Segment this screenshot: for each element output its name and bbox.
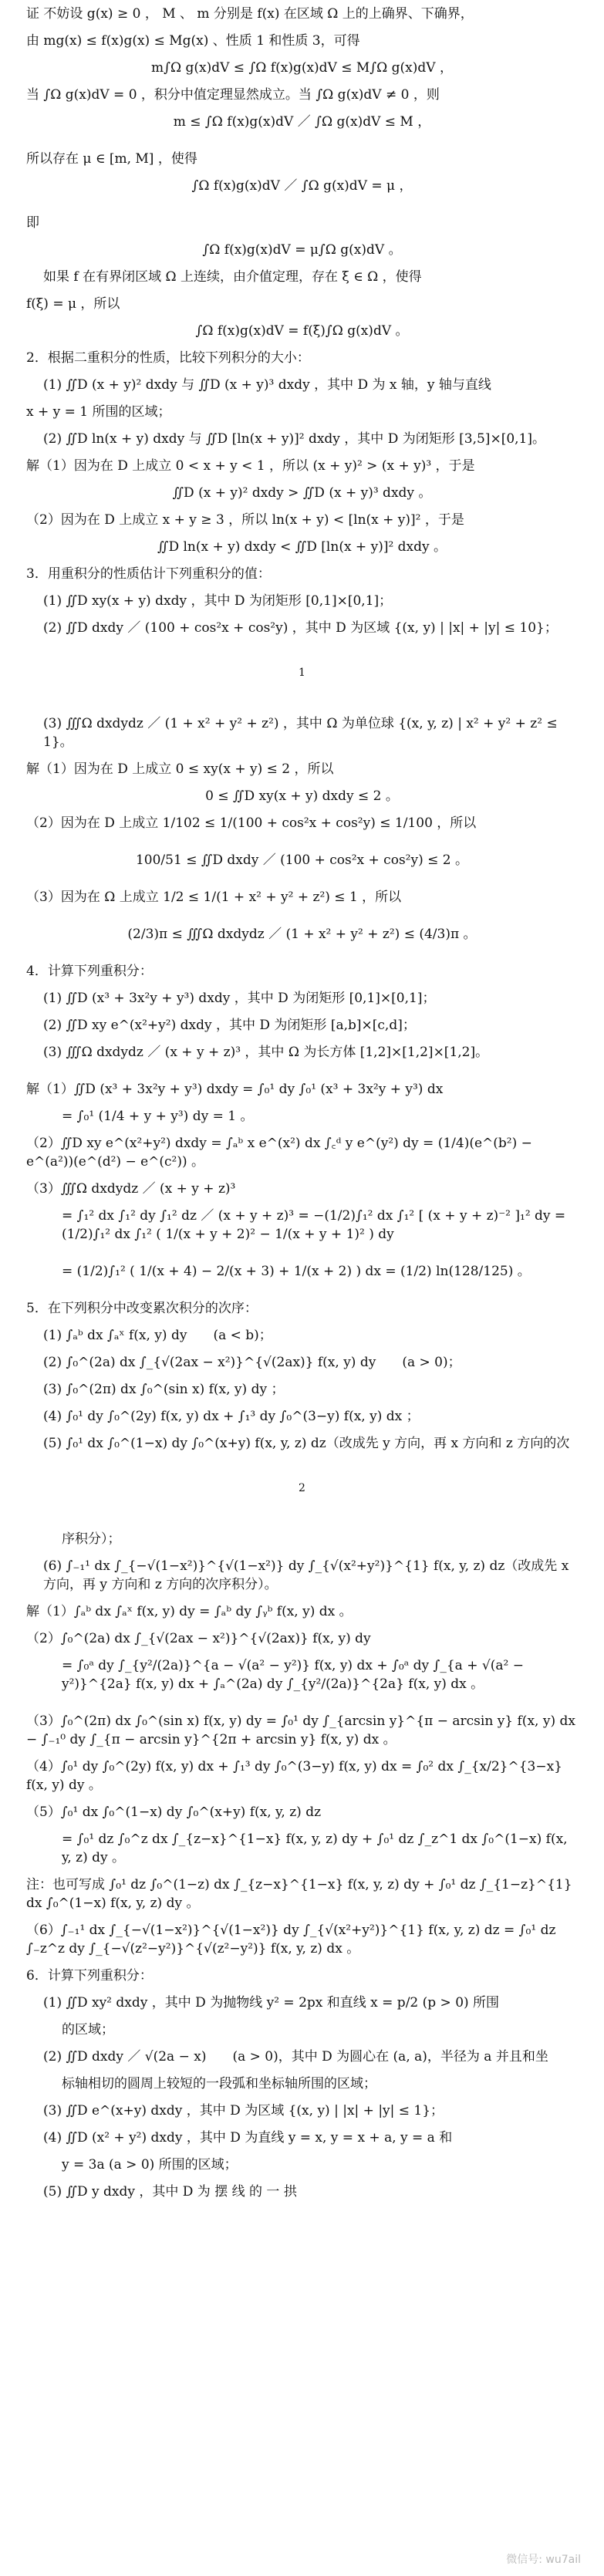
formula-line: m ≤ ∫Ω f(x)g(x)dV ／ ∫Ω g(x)dV ≤ M ，: [173, 114, 431, 130]
solution-line: （2）∬D xy e^(x²+y²) dxdy = ∫ₐᵇ x e^(x²) dx ∫꜀ᵈ y e^(y²) dy = (1/4)(e^(b²) − e^(a²))(e^(d²) − e^(c²)) 。: [26, 1136, 532, 1170]
problem-line: (1) ∫ₐᵇ dx ∫ₐˣ f(x, y) dy (a < b)；: [43, 1328, 272, 1343]
formula-line: ∫Ω f(x)g(x)dV = μ∫Ω g(x)dV 。: [202, 242, 402, 258]
problem-line: (3) ∭Ω dxdydz ／ (1 + x² + y² + z²) ，其中 Ω 为单位球 {(x, y, z) | x² + y² + z² ≤ 1}。: [43, 716, 558, 750]
formula-line: m∫Ω g(x)dV ≤ ∫Ω f(x)g(x)dV ≤ M∫Ω g(x)dV ，: [151, 60, 453, 76]
formula-line: ∬D (x + y)² dxdy > ∬D (x + y)³ dxdy 。: [172, 485, 432, 501]
formula-line: ∫Ω f(x)g(x)dV ／ ∫Ω g(x)dV = μ ，: [191, 178, 413, 194]
problem-line: (2) ∬D dxdy ／ √(2a − x) (a > 0)，其中 D 为圆心在 (a, a)，半径为 a 并且和坐: [43, 2049, 548, 2065]
page-number: 2: [299, 1482, 305, 1494]
problem-line: (5) ∬D y dxdy ，其中 D 为 摆 线 的 一 拱: [43, 2184, 297, 2200]
text-line: 即: [26, 215, 39, 231]
problem-line: 序积分）；: [62, 1531, 121, 1547]
solution-line: （2）因为在 D 上成立 x + y ≥ 3 ，所以 ln(x + y) < [ln(x + y)]² ，于是: [26, 512, 464, 528]
problem-line: (1) ∬D (x + y)² dxdy 与 ∬D (x + y)³ dxdy ，其中 D 为 x 轴，y 轴与直线: [43, 377, 491, 393]
formula-line: = ∫₁² dx ∫₁² dy ∫₁² dz ／ (x + y + z)³ = −(1/2)∫₁² dx ∫₁² [ (x + y + z)⁻² ]₁² dy = (1/2)∫₁² dx ∫₁² ( 1/(x + y + 2)² − 1/(x + y + 1)² ) dy: [62, 1208, 566, 1242]
problem-line: y = 3a (a > 0) 所围的区域；: [62, 2157, 238, 2173]
problem-line: (2) ∬D xy e^(x²+y²) dxdy ，其中 D 为闭矩形 [a,b]×[c,d]；: [43, 1018, 416, 1033]
solution-line: （3）因为在 Ω 上成立 1/2 ≤ 1/(1 + x² + y² + z²) ≤ 1 ，所以: [26, 890, 402, 905]
problem-line: (2) ∫₀^(2a) dx ∫_{√(2ax − x²)}^{√(2ax)} f(x, y) dy (a > 0)；: [43, 1355, 461, 1370]
solution-line: （4）∫₀¹ dy ∫₀^(2y) f(x, y) dx + ∫₁³ dy ∫₀^(3−y) f(x, y) dx = ∫₀² dx ∫_{x/2}^{3−x} f(x, y) dy 。: [26, 1759, 562, 1793]
section-heading-5: 5．在下列积分中改变累次积分的次序：: [26, 1301, 258, 1316]
formula-line: = ∫₀¹ dz ∫₀^z dx ∫_{z−x}^{1−x} f(x, y, z) dy + ∫₀¹ dz ∫_z^1 dx ∫₀^(1−x) f(x, y, z) dy 。: [62, 1832, 568, 1865]
formula-line: ∫Ω f(x)g(x)dV = f(ξ)∫Ω g(x)dV 。: [195, 323, 409, 339]
text-line: f(ξ) = μ ，所以: [26, 296, 120, 312]
note-line: 注：也可写成 ∫₀¹ dz ∫₀^(1−z) dx ∫_{z−x}^{1−x} f(x, y, z) dy + ∫₀¹ dz ∫_{1−z}^{1} dx ∫₀^(1−x) f(x, y, z) dy 。: [26, 1877, 572, 1911]
formula-line: = ∫₀ᵃ dy ∫_{y²/(2a)}^{a − √(a² − y²)} f(x, y) dx + ∫₀ᵃ dy ∫_{a + √(a² − y²)}^{2a} f(x, y) dx + ∫ₐ^(2a) dy ∫_{y²/(2a)}^{2a} f(x, y) dx 。: [62, 1658, 524, 1692]
problem-line: (4) ∬D (x² + y²) dxdy ，其中 D 为直线 y = x, y = x + a, y = a 和: [43, 2130, 453, 2146]
formula-line: 0 ≤ ∬D xy(x + y) dxdy ≤ 2 。: [205, 788, 399, 804]
text-line: 当 ∫Ω g(x)dV = 0 ，积分中值定理显然成立。当 ∫Ω g(x)dV ≠ 0 ，则: [26, 87, 440, 103]
section-heading-2: 2．根据二重积分的性质，比较下列积分的大小：: [26, 350, 310, 366]
formula-line: 100/51 ≤ ∬D dxdy ／ (100 + cos²x + cos²y) ≤ 2 。: [135, 852, 468, 868]
text-line: 如果 f 在有界闭区域 Ω 上连续，由介值定理，存在 ξ ∈ Ω ，使得: [43, 269, 422, 285]
solution-line: （2）因为在 D 上成立 1/102 ≤ 1/(100 + cos²x + cos²y) ≤ 1/100 ，所以: [26, 815, 477, 831]
problem-line: (2) ∬D ln(x + y) dxdy 与 ∬D [ln(x + y)]² dxdy ，其中 D 为闭矩形 [3,5]×[0,1]。: [43, 431, 545, 447]
watermark: 微信号: wu7ail: [501, 2550, 585, 2568]
problem-line: (6) ∫₋₁¹ dx ∫_{−√(1−x²)}^{√(1−x²)} dy ∫_{√(x²+y²)}^{1} f(x, y, z) dz（改成先 x 方向，再 y 方向和 z 方向的次序积分）。: [43, 1558, 569, 1592]
section-heading-4: 4．计算下列重积分：: [26, 964, 153, 979]
problem-line: (5) ∫₀¹ dx ∫₀^(1−x) dy ∫₀^(x+y) f(x, y, z) dz（改成先 y 方向，再 x 方向和 z 方向的次: [43, 1436, 570, 1451]
problem-line: x + y = 1 所围的区域；: [26, 404, 171, 420]
proof-line: 证 不妨设 g(x) ≥ 0 ， M 、 m 分别是 f(x) 在区域 Ω 上的上确界、下确界，: [26, 6, 474, 22]
problem-line: 的区域；: [62, 2022, 114, 2038]
solution-line: 解（1）∫ₐᵇ dx ∫ₐˣ f(x, y) dy = ∫ₐᵇ dy ∫ᵧᵇ f(x, y) dx 。: [26, 1604, 353, 1619]
text-line: 由 mg(x) ≤ f(x)g(x) ≤ Mg(x) 、性质 1 和性质 3，可得: [26, 33, 360, 49]
page-number: 1: [299, 667, 305, 679]
section-heading-3: 3．用重积分的性质估计下列重积分的值：: [26, 566, 271, 582]
text-line: 所以存在 μ ∈ [m, M] ，使得: [26, 151, 197, 167]
formula-line: = (1/2)∫₁² ( 1/(x + 4) − 2/(x + 3) + 1/(x + 2) ) dx = (1/2) ln(128/125) 。: [62, 1264, 531, 1279]
problem-line: (1) ∬D xy(x + y) dxdy ，其中 D 为闭矩形 [0,1]×[0,1]；: [43, 593, 393, 609]
section-heading-6: 6．计算下列重积分：: [26, 1968, 153, 1983]
problem-line: 标轴相切的圆周上较短的一段弧和坐标轴所围的区域；: [62, 2076, 376, 2092]
solution-line: 解（1）因为在 D 上成立 0 ≤ xy(x + y) ≤ 2 ，所以: [26, 761, 334, 777]
problem-line: (4) ∫₀¹ dy ∫₀^(2y) f(x, y) dx + ∫₁³ dy ∫₀^(3−y) f(x, y) dx ；: [43, 1409, 420, 1424]
problem-line: (1) ∬D (x³ + 3x²y + y³) dxdy ，其中 D 为闭矩形 [0,1]×[0,1]；: [43, 991, 436, 1006]
problem-line: (1) ∬D xy² dxdy ，其中 D 为抛物线 y² = 2px 和直线 x = p/2 (p > 0) 所围: [43, 1995, 500, 2010]
formula-line: = ∫₀¹ (1/4 + y + y³) dy = 1 。: [62, 1109, 254, 1124]
solution-line: （5）∫₀¹ dx ∫₀^(1−x) dy ∫₀^(x+y) f(x, y, z) dz: [26, 1805, 322, 1820]
solution-line: （3）∭Ω dxdydz ／ (x + y + z)³: [26, 1181, 236, 1197]
solution-line: （3）∫₀^(2π) dx ∫₀^(sin x) f(x, y) dy = ∫₀¹ dy ∫_{arcsin y}^{π − arcsin y} f(x, y) dx − ∫₋₁⁰ dy ∫_{π − arcsin y}^{2π + arcsin y} f(x, y) dx 。: [26, 1713, 575, 1747]
solution-line: 解（1）∬D (x³ + 3x²y + y³) dxdy = ∫₀¹ dy ∫₀¹ (x³ + 3x²y + y³) dx: [26, 1082, 444, 1097]
problem-line: (3) ∫₀^(2π) dx ∫₀^(sin x) f(x, y) dy ；: [43, 1382, 285, 1397]
formula-line: ∬D ln(x + y) dxdy < ∬D [ln(x + y)]² dxdy 。: [157, 539, 447, 555]
solution-line: （2）∫₀^(2a) dx ∫_{√(2ax − x²)}^{√(2ax)} f(x, y) dy: [26, 1631, 371, 1646]
solution-line: （6）∫₋₁¹ dx ∫_{−√(1−x²)}^{√(1−x²)} dy ∫_{√(x²+y²)}^{1} f(x, y, z) dz = ∫₀¹ dz ∫₋z^z dy ∫_{−√(z²−y²)}^{√(z²−y²)} f(x, y, z) dx 。: [26, 1923, 556, 1956]
problem-line: (2) ∬D dxdy ／ (100 + cos²x + cos²y) ，其中 D 为区域 {(x, y) | |x| + |y| ≤ 10}；: [43, 620, 558, 636]
problem-line: (3) ∬D e^(x+y) dxdy ，其中 D 为区域 {(x, y) | |x| + |y| ≤ 1}；: [43, 2103, 444, 2119]
problem-line: (3) ∭Ω dxdydz ／ (x + y + z)³ ，其中 Ω 为长方体 [1,2]×[1,2]×[1,2]。: [43, 1045, 489, 1060]
formula-line: (2/3)π ≤ ∭Ω dxdydz ／ (1 + x² + y² + z²) ≤ (4/3)π 。: [127, 927, 477, 942]
solution-line: 解（1）因为在 D 上成立 0 < x + y < 1 ，所以 (x + y)² > (x + y)³ ，于是: [26, 458, 475, 474]
